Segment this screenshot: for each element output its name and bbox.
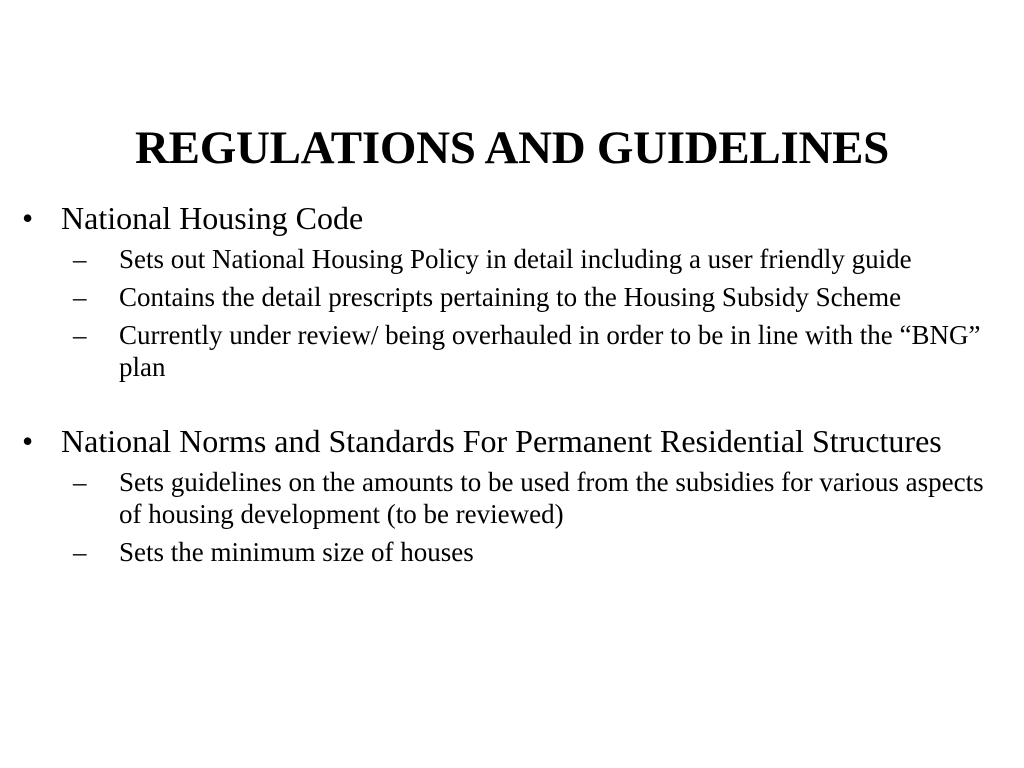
sub-bullet-item — [0, 243, 1024, 275]
bullet-item — [0, 423, 1024, 460]
slide-content — [0, 200, 1024, 568]
bullet-marker: • — [22, 200, 34, 236]
sub-bullet-text: Sets out National Housing Policy in detail including a user friendly guide — [119, 244, 912, 274]
sub-bullet-marker: – — [73, 467, 87, 497]
sub-bullet-item — [0, 536, 1024, 568]
bullet-marker: • — [22, 423, 34, 459]
sub-bullet-item — [0, 466, 1024, 530]
sub-bullet-item — [0, 281, 1024, 313]
sub-bullet-list — [0, 466, 1024, 568]
sub-bullet-marker: – — [73, 537, 87, 567]
bullet-group-national-housing-code — [0, 200, 1024, 383]
bullet-group-national-norms — [0, 423, 1024, 568]
sub-bullet-item — [0, 319, 1024, 383]
bullet-text: National Norms and Standards For Permanent Residential Structures — [61, 423, 942, 459]
bullet-item — [0, 200, 1024, 237]
sub-bullet-text: Currently under review/ being overhauled in order to be in line with the “BNG” plan — [119, 320, 981, 382]
sub-bullet-list — [0, 243, 1024, 383]
sub-bullet-text: Sets guidelines on the amounts to be used from the subsidies for various aspects of housing development (to be reviewed) — [119, 467, 984, 529]
sub-bullet-marker: – — [73, 320, 87, 350]
sub-bullet-text: Sets the minimum size of houses — [119, 537, 474, 567]
bullet-text: National Housing Code — [61, 200, 364, 236]
sub-bullet-marker: – — [73, 282, 87, 312]
slide-title: REGULATIONS AND GUIDELINES — [135, 122, 889, 174]
sub-bullet-text: Contains the detail prescripts pertaining to the Housing Subsidy Scheme — [119, 282, 902, 312]
sub-bullet-marker: – — [73, 244, 87, 274]
